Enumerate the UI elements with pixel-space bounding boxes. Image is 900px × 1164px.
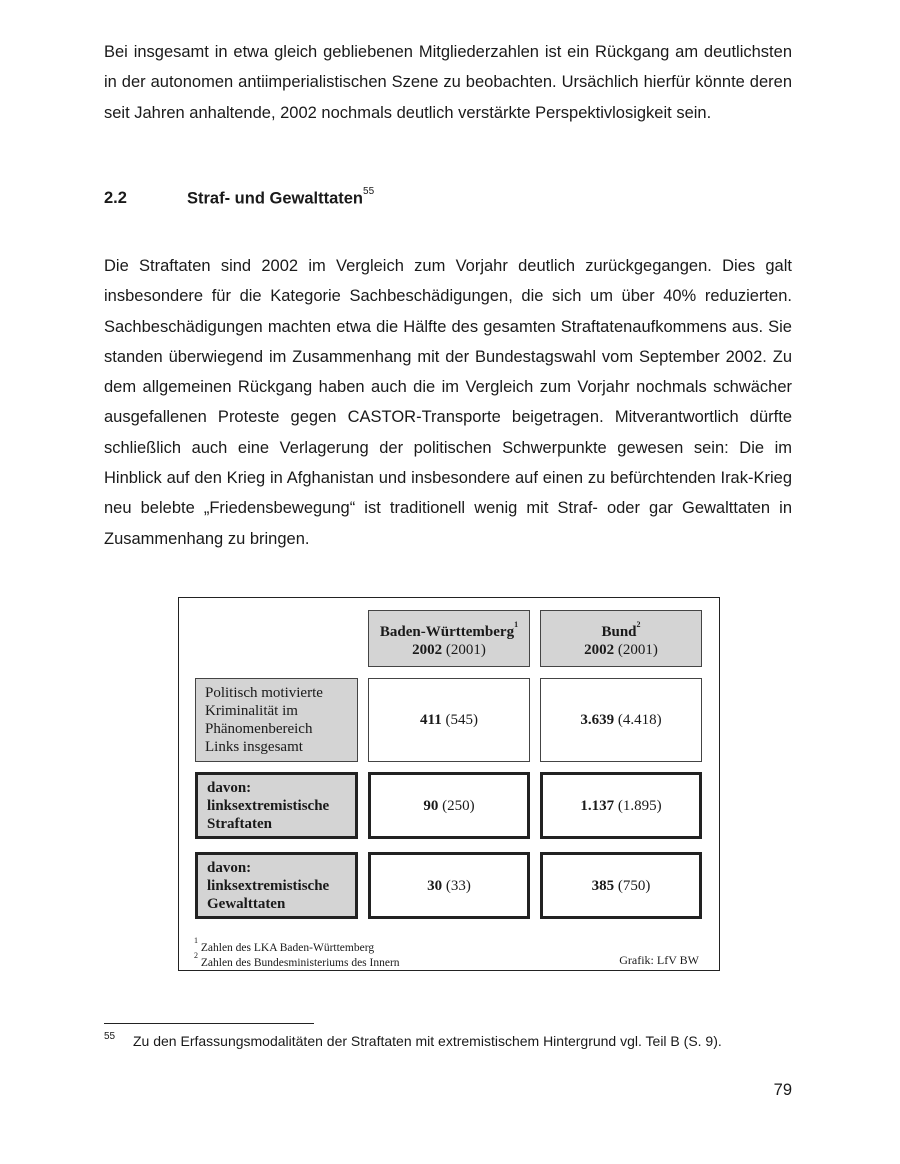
cell-total-bw-current: 411 [420,712,442,728]
column-header-bw [368,610,530,667]
page-number: 79 [773,1081,792,1099]
cell-straftaten-bw-current: 90 [423,797,439,814]
footnote-separator [104,1023,314,1024]
cell-gewalttaten-bw [368,852,530,919]
figure-note-1-mark: 1 [194,936,198,945]
cell-straftaten-bw-previous: (250) [442,797,475,814]
row-label-gewalttaten: davon: linksextremistische Gewalttaten [195,852,358,919]
cell-total-bund-current: 3.639 [580,712,615,728]
cell-gewalttaten-bund-previous: (750) [617,877,651,894]
figure-credit: Grafik: LfV BW [619,953,699,967]
column-header-bw-name: Baden-Württemberg [379,623,515,640]
cell-gewalttaten-bw-current: 30 [427,877,443,894]
body-paragraph: Die Straftaten sind 2002 im Vergleich zum Vorjahr deutlich zurückgegangen. Dies galt insbesondere für die Kategorie Sachbeschädigungen, die sich um über 40% reduzierten. Sachbeschädigungen machten etwa die Hälfte des gesamten Straftatenaufkommens aus. Sie standen überwiegend im Zusammenhang mit der Bundestagswahl vom September 2002. Zu dem allgemeinen Rückgang haben auch die im Vergleich zum Vorjahr nochmals schwächer ausgefallenen Proteste gegen CASTOR-Transporte beigetragen. Mitverantwortlich dürfte schließlich auch eine Verlagerung der politischen Schwerpunkte gewesen sein: Die im Hinblick auf den Krieg in Afghanistan und insbesondere auf einen zu befürchtenden Irak-Krieg neu belebte „Friedensbewegung“ ist traditionell wenig mit Straf- oder gar Gewalttaten in Zusammenhang zu bringen. [104,257,792,548]
section-title-text: Straf- und Gewalttaten [187,189,364,208]
figure-note-2-text: Zahlen des Bundesministeriums des Innern [200,956,400,969]
cell-gewalttaten-bund-current: 385 [591,877,615,894]
section-number: 2.2 [104,189,127,207]
column-header-bw-mark: 1 [514,619,519,629]
cell-straftaten-bund-previous: (1.895) [617,797,662,814]
cell-total-bw [368,678,530,762]
column-header-bund-name: Bund [601,623,637,640]
figure-note-2 [194,952,400,970]
column-header-bw-year: 2002 [412,641,443,658]
cell-total-bund [540,678,702,762]
figure-note-2-mark: 2 [194,951,198,960]
column-header-bund [540,610,702,667]
column-header-bw-prev-year: (2001) [445,641,486,658]
cell-straftaten-bund-current: 1.137 [580,797,615,814]
cell-total-bund-previous: (4.418) [617,712,662,728]
row-label-straftaten: davon: linksextremistische Straftaten [195,772,358,839]
section-title [187,186,375,209]
column-header-bund-mark: 2 [636,619,641,629]
figure-note-1-text: Zahlen des LKA Baden-Württemberg [200,941,375,954]
footnote-text: Zu den Erfassungsmodalitäten der Straftaten mit extremistischem Hintergrund vgl. Teil B (S. 9). [133,1033,722,1049]
section-footnote-ref: 55 [363,186,375,197]
cell-total-bw-previous: (545) [445,712,478,728]
footnote-mark: 55 [104,1031,116,1042]
cell-gewalttaten-bund [540,852,702,919]
cell-straftaten-bund [540,772,702,839]
column-header-bund-prev-year: (2001) [617,641,658,658]
statistics-figure [178,597,720,971]
cell-gewalttaten-bw-previous: (33) [445,877,471,894]
cell-straftaten-bw [368,772,530,839]
row-label-total: Politisch motivierte Kriminalität im Phänomenbereich Links insgesamt [195,678,358,762]
intro-paragraph: Bei insgesamt in etwa gleich gebliebenen Mitgliederzahlen ist ein Rückgang am deutlichsten in der autonomen antiimperialistischen Szene zu beobachten. Ursächlich hierfür könnte deren seit Jahren anhaltende, 2002 nochmals deutlich verstärkte Perspektivlosigkeit sein. [104,43,792,122]
column-header-bund-year: 2002 [584,641,615,658]
